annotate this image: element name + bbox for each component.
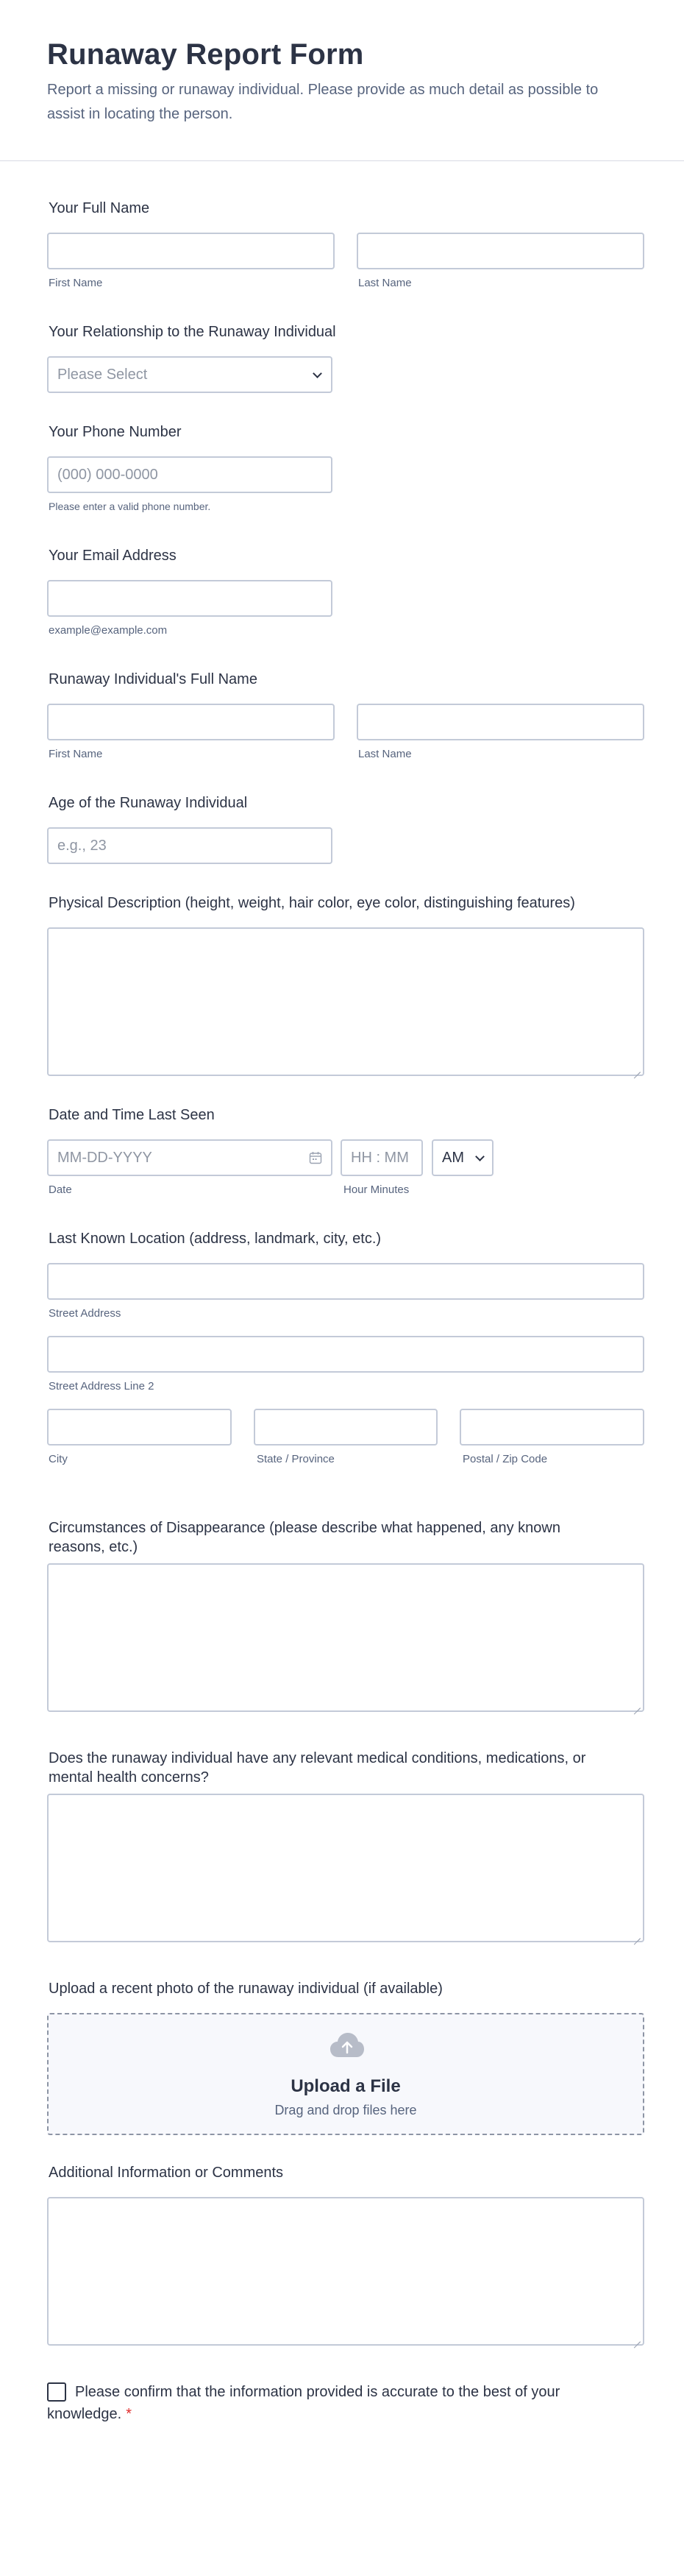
age-input[interactable]: e.g., 23 bbox=[47, 827, 332, 864]
zip-sublabel: Postal / Zip Code bbox=[463, 1453, 548, 1465]
photo-upload-label: Upload a recent photo of the runaway individual (if available) bbox=[49, 1981, 443, 1997]
city-sublabel: City bbox=[49, 1453, 68, 1465]
runaway-first-name-sublabel: First Name bbox=[49, 748, 103, 760]
photo-upload-field bbox=[47, 1979, 644, 2135]
ampm-value: AM bbox=[442, 1150, 464, 1166]
circumstances-textarea[interactable] bbox=[47, 1563, 644, 1712]
circumstances-label: Circumstances of Disappearance (please describe what happened, any known reasons, etc.) bbox=[49, 1520, 560, 1555]
location-field bbox=[47, 1229, 644, 1465]
upload-description: Drag and drop files here bbox=[274, 2103, 417, 2117]
age-field bbox=[47, 793, 644, 864]
last-seen-field bbox=[47, 1105, 644, 1196]
phone-sublabel: Please enter a valid phone number. bbox=[49, 500, 211, 512]
zip-input[interactable] bbox=[460, 1409, 644, 1446]
physical-description-field bbox=[47, 894, 644, 1076]
location-label: Last Known Location (address, landmark, city, etc.) bbox=[49, 1231, 382, 1247]
additional-info-label: Additional Information or Comments bbox=[49, 2165, 284, 2181]
phone-field bbox=[47, 422, 644, 512]
state-input[interactable] bbox=[254, 1409, 438, 1446]
runaway-name-label: Runaway Individual's Full Name bbox=[49, 671, 257, 687]
time-input[interactable]: HH : MM bbox=[341, 1139, 423, 1176]
form-header bbox=[0, 0, 684, 161]
resize-grip-icon[interactable] bbox=[633, 2335, 641, 2342]
state-sublabel: State / Province bbox=[257, 1453, 335, 1465]
first-name-sublabel: First Name bbox=[49, 277, 103, 289]
confirm-text: Please confirm that the information provided is accurate to the best of your knowledge. bbox=[47, 2384, 560, 2422]
phone-input[interactable]: (000) 000-0000 bbox=[47, 456, 332, 493]
cloud-upload-icon bbox=[329, 2032, 365, 2059]
reporter-name-field bbox=[47, 199, 644, 289]
runaway-last-name-input[interactable] bbox=[357, 704, 644, 740]
date-placeholder: MM-DD-YYYY bbox=[57, 1150, 152, 1166]
date-input[interactable] bbox=[47, 1139, 332, 1176]
age-label: Age of the Runaway Individual bbox=[49, 795, 248, 811]
street-address-input[interactable] bbox=[47, 1263, 644, 1300]
last-seen-label: Date and Time Last Seen bbox=[49, 1107, 215, 1123]
relationship-field bbox=[47, 322, 644, 393]
email-field bbox=[47, 546, 644, 637]
chevron-down-icon bbox=[475, 1152, 485, 1161]
circumstances-field bbox=[47, 1518, 644, 1712]
phone-label: Your Phone Number bbox=[49, 424, 182, 440]
street-address-sublabel: Street Address bbox=[49, 1307, 121, 1320]
ampm-select[interactable] bbox=[432, 1139, 494, 1176]
email-sublabel: example@example.com bbox=[49, 624, 168, 637]
time-sublabel: Hour Minutes bbox=[343, 1183, 410, 1196]
required-asterisk: * bbox=[126, 2406, 132, 2422]
resize-grip-icon[interactable] bbox=[633, 1931, 641, 1939]
email-input[interactable] bbox=[47, 580, 332, 617]
runaway-last-name-sublabel: Last Name bbox=[358, 748, 412, 760]
reporter-first-name-input[interactable] bbox=[47, 233, 335, 269]
street-address-line2-sublabel: Street Address Line 2 bbox=[49, 1380, 154, 1393]
resize-grip-icon[interactable] bbox=[633, 1065, 641, 1072]
confirm-label bbox=[47, 2381, 606, 2425]
runaway-first-name-input[interactable] bbox=[47, 704, 335, 740]
runaway-name-field bbox=[47, 670, 644, 760]
medical-field bbox=[47, 1749, 644, 1942]
chevron-down-icon bbox=[313, 369, 322, 378]
upload-title: Upload a File bbox=[291, 2076, 401, 2096]
reporter-name-label: Your Full Name bbox=[49, 200, 150, 216]
page-title: Runaway Report Form bbox=[47, 38, 364, 71]
form-description: Report a missing or runaway individual. Please provide as much detail as possible to assist in locating the person. bbox=[47, 82, 599, 122]
additional-info-field bbox=[47, 2163, 644, 2346]
calendar-icon[interactable] bbox=[309, 1151, 322, 1164]
physical-description-label: Physical Description (height, weight, hair color, eye color, distinguishing features) bbox=[49, 895, 575, 911]
file-dropzone[interactable] bbox=[47, 2013, 644, 2135]
city-input[interactable] bbox=[47, 1409, 232, 1446]
date-sublabel: Date bbox=[49, 1183, 72, 1196]
resize-grip-icon[interactable] bbox=[633, 1701, 641, 1708]
medical-label: Does the runaway individual have any relevant medical conditions, medications, or mental health concerns? bbox=[49, 1750, 586, 1786]
medical-textarea[interactable] bbox=[47, 1794, 644, 1942]
relationship-label: Your Relationship to the Runaway Individual bbox=[49, 324, 336, 340]
last-name-sublabel: Last Name bbox=[358, 277, 412, 289]
relationship-select[interactable] bbox=[47, 356, 332, 393]
physical-description-textarea[interactable] bbox=[47, 927, 644, 1076]
additional-info-textarea[interactable] bbox=[47, 2197, 644, 2346]
reporter-last-name-input[interactable] bbox=[357, 233, 644, 269]
relationship-selected-value: Please Select bbox=[57, 367, 148, 383]
street-address-line2-input[interactable] bbox=[47, 1336, 644, 1373]
email-label: Your Email Address bbox=[49, 548, 177, 564]
